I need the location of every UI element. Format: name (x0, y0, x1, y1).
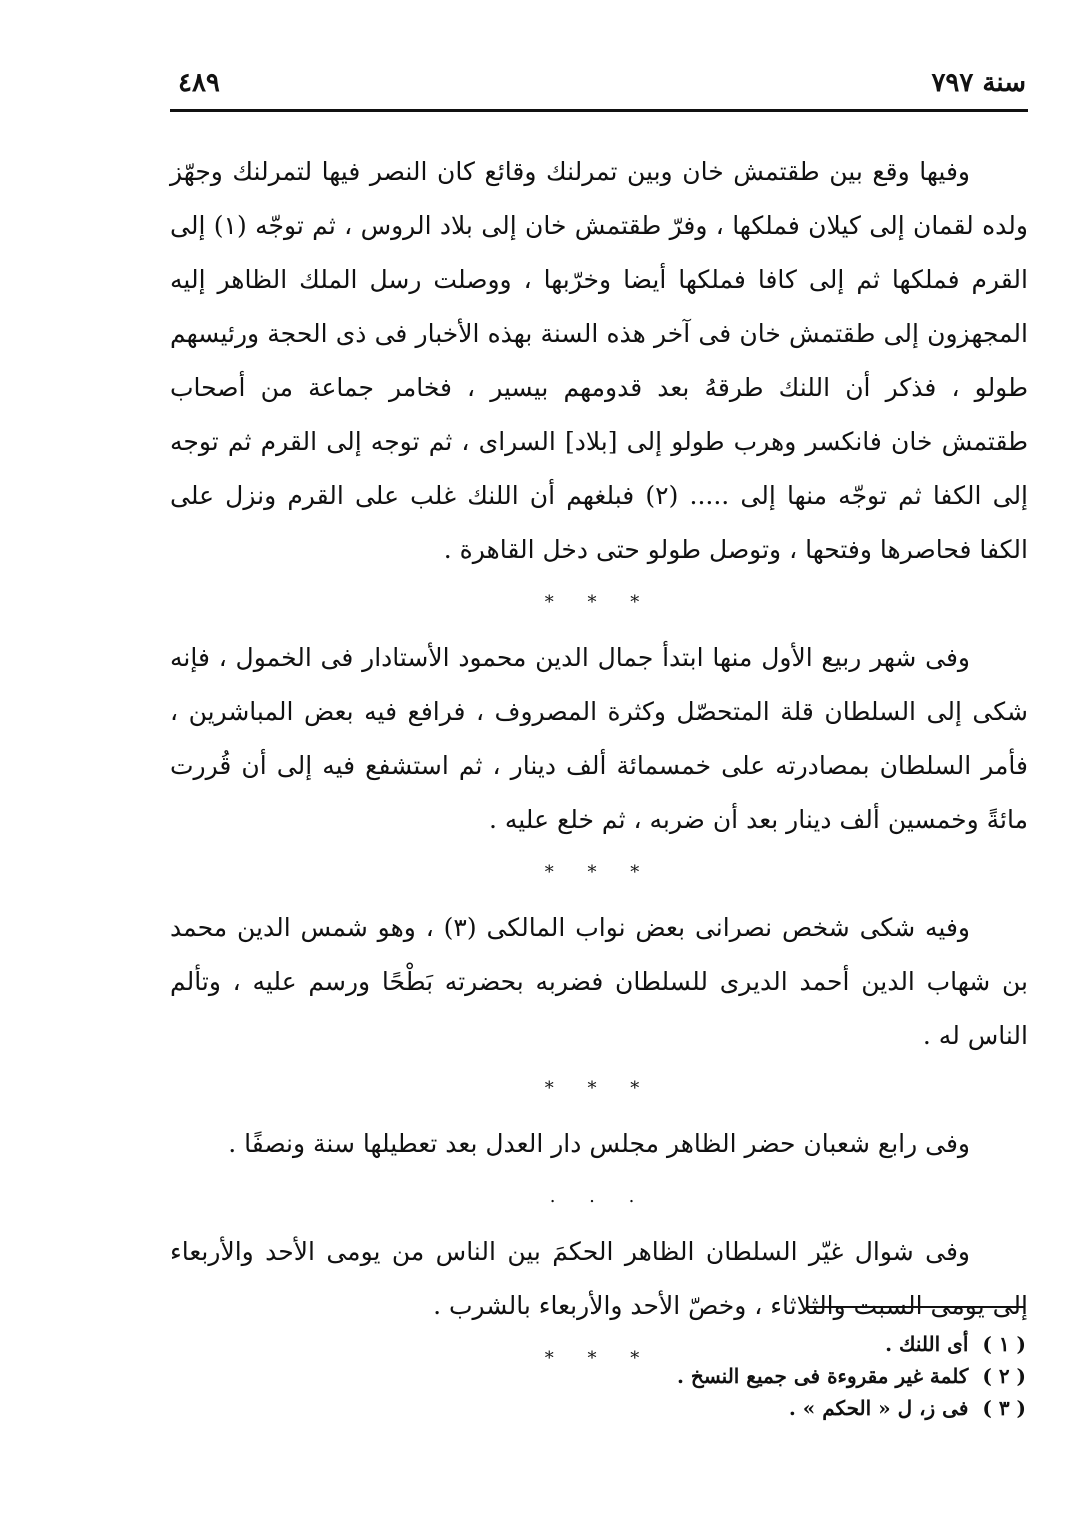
section-separator: * * * (544, 862, 654, 883)
paragraph: وفيه شكى شخص نصرانى بعض نواب المالكى (٣) ، وهو شمس الدين محمد بن شهاب الدين أحمد الديرى للسلطان فضربه بحضرته بَطْحًا ورسم عليه ، وتألم الناس له . (170, 913, 1028, 1050)
paragraph: وفى شوال غيّر السلطان الظاهر الحكمَ بين الناس من يومى الأحد والأربعاء إلى يومى السبت والثلاثاء ، وخصّ الأحد والأربعاء بالشرب . (170, 1237, 1028, 1320)
running-title: سنة ٧٩٧ (931, 68, 1026, 98)
footnote-text: أى اللنك . (885, 1332, 969, 1356)
footnotes (170, 1328, 1026, 1424)
section-separator: * * * (544, 592, 654, 613)
header-rule (170, 109, 1028, 112)
paragraph: وفيها وقع بين طقتمش خان وبين تمرلنك وقائع كان النصر فيها لتمرلنك وجهّز ولده لقمان إلى كيلان فملكها ، وفرّ طقتمش خان إلى بلاد الروس ، ثم توجّه (١) إلى القرم فملكها ثم إلى كافا فملكها أيضا وخرّبها ، ووصلت رسل الملك الظاهر إليه المجهزون إلى طقتمش خان فى آخر هذه السنة بهذه الأخبار فى ذى الحجة ورئيسهم طولو ، فذكر أن اللنك طرقهُ بعد قدومهم بيسير ، فخامر جماعة من أصحاب طقتمش خان فانكسر وهرب طولو إلى [بلاد] السراى ، ثم توجه إلى القرم ثم توجه إلى الكفا ثم توجّه منها إلى ..... (٢) فبلغهم أن اللنك غلب على القرم ونزل على الكفا فحاصرها وفتحها ، وتوصل طولو حتى دخل القاهرة . (170, 157, 1029, 564)
section-separator: . . . (549, 1186, 649, 1207)
paragraph: وفى شهر ربيع الأول منها ابتدأ جمال الدين محمود الأستادار فى الخمول ، فإنه شكى إلى السلطان قلة المتحصّل وكثرة المصروف ، فرافع فيه بعض المباشرين ، فأمر السلطان بمصادرته على خمسمائة ألف دينار ، ثم استشفع فيه إلى أن قُررت مائةً وخمسين ألف دينار بعد أن ضربه ، ثم خلع عليه . (170, 643, 1028, 834)
footnote-marker: ( ١ ) (982, 1332, 1026, 1356)
page-header (170, 68, 1026, 100)
section-separator: * * * (544, 1078, 654, 1099)
page-number: ٤٨٩ (178, 68, 220, 98)
footnote (170, 1360, 1026, 1392)
footnote (170, 1392, 1026, 1424)
footnote-marker: ( ٣ ) (982, 1396, 1026, 1420)
footnote-text: فى ز، ل « الحكم » . (788, 1396, 969, 1420)
body-text (170, 145, 1028, 1387)
section-separator: * * * (544, 1348, 654, 1369)
paragraph: وفى رابع شعبان حضر الظاهر مجلس دار العدل بعد تعطيلها سنة ونصفًا . (228, 1129, 970, 1158)
footnote (170, 1328, 1026, 1360)
footnote-marker: ( ٢ ) (982, 1364, 1026, 1388)
footnote-text: كلمة غير مقروءة فى جميع النسخ . (676, 1364, 969, 1388)
footnote-rule (808, 1306, 1024, 1308)
